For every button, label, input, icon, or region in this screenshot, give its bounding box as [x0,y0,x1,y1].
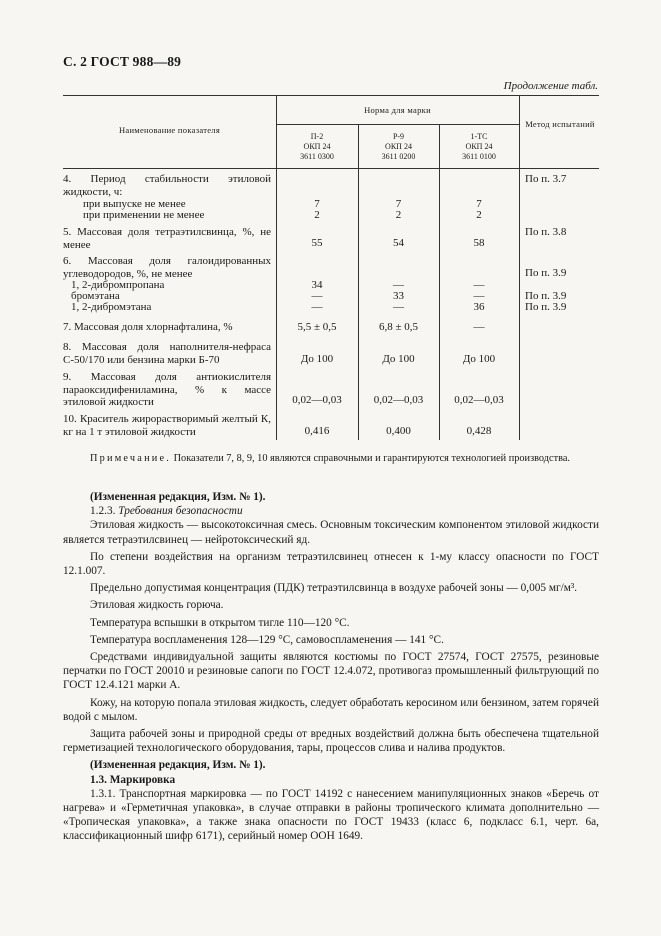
row-6-sub2-1ts: — [473,290,485,302]
row-8-r9: До 100 [382,353,415,365]
norm-header-divider [276,124,519,125]
row-7-r9: 6,8 ± 0,5 [378,321,419,333]
row-4-method: По п. 3.7 [525,173,567,185]
row-6-method: По п. 3.9 [525,267,567,279]
section-1-2-3-heading: 1.2.3. Требования безопасности [90,505,243,518]
row-4-sub1-1ts: 7 [476,198,482,210]
paragraph: Температура воспламенения 128—129 °С, самовоспламенения — 141 °С. [90,633,444,646]
row-9-p2: 0,02—0,03 [292,394,342,406]
grade-r9-header: Р-9 ОКП 24 3611 0200 [381,132,416,161]
row-8-1ts: До 100 [462,353,496,365]
row-5-r9: 54 [393,237,404,249]
row-4-sub1-r9: 7 [395,198,402,210]
row-6-name: 6. Массовая доля галоидированных углеводородов, %, не менее [63,255,271,280]
row-5-name: 5. Массовая доля тетраэтилсвинца, %, не менее [63,226,271,251]
row-10-p2: 0,416 [304,425,330,437]
paragraph: Средствами индивидуальной защиты являются костюмы по ГОСТ 27574, ГОСТ 27575, резиновые перчатки по ГОСТ 20010 и резиновые сапоги по ГОСТ 12.4.072, противогаз промышленный фильтрующий по ГОСТ 12.4.121 марки А. [63,651,599,692]
row-4-sub2-1ts: 2 [476,209,482,221]
header-method: Метод испытаний [525,119,595,129]
row-5-method: По п. 3.8 [525,226,567,238]
header-indicator-name: Наименование показателя [118,125,221,135]
paragraph: Этиловая жидкость горюча. [90,599,224,612]
row-8-name: 8. Массовая доля наполнителя-нефраса С-50/170 или бензина марки Б-70 [63,341,271,366]
header-norm: Норма для марки [364,105,431,115]
row-7-name: 7. Массовая доля хлорнафталина, % [63,321,233,333]
paragraph: Этиловая жидкость — высокотоксичная смесь. Основным токсическим компонентом этиловой жидкости является тетраэтилсвинец — нейротоксический яд. [63,519,599,546]
edit-note-1: (Измененная редакция, Изм. № 1). [90,491,266,503]
table-note: Примечание. Показатели 7, 8, 9, 10 являются справочными и гарантируются технологией производства. [90,453,570,464]
row-7-1ts: — [473,321,485,333]
row-6-sub3-1ts: 36 [473,301,485,313]
paragraph: Защита рабочей зоны и природной среды от вредных воздействий должна быть обеспечена тщательной герметизацией технологического оборудования, тары, процессов слива и налива продуктов. [63,728,599,755]
row-6-sub3-p2: — [311,301,323,313]
row-6-sub3-r9: — [393,301,404,313]
row-4-sub2-r9: 2 [395,209,402,221]
paragraph: Температура вспышки в открытом тигле 110—120 °С. [90,616,350,629]
paragraph-1-3-1: 1.3.1. Транспортная маркировка — по ГОСТ 14192 с нанесением манипуляционных знаков «Беречь от нагрева» и «Герметичная упаковка», в случае отправки в районы тропического климата дополнительно — «Тропическая упаковка», а также знака опасности по ГОСТ 19433 (класс 6, подкласс 6.1, черт. 6а, классификационный шифр 6171), серийный номер ООН 1649. [63,787,599,843]
row-4-name: 4. Период стабильности этиловой жидкости, ч: [63,173,271,198]
row-9-1ts: 0,02—0,03 [454,394,504,406]
section-1-3-heading: 1.3. Маркировка [90,773,176,786]
row-6-sub1-name: 1, 2-дибромпропана [71,279,165,291]
row-6-sub1-r9: — [393,279,404,291]
row-8-p2: До 100 [300,353,334,365]
table-continuation-label: Продолжение табл. [503,80,598,92]
edit-note-2: (Измененная редакция, Изм. № 1). [90,759,266,772]
row-4-sub2-p2: 2 [314,209,320,221]
paragraph: По степени воздействия на организм тетраэтилсвинец отнесен к 1-му классу опасности по ГОСТ 12.1.007. [63,550,599,578]
row-6-sub2-name: бромэтана [71,290,120,302]
body-text [63,490,599,844]
row-5-p2: 55 [311,237,323,249]
row-6-sub1-p2: 34 [311,279,323,291]
row-6-sub3-method: По п. 3.9 [525,301,567,313]
page-header: С. 2 ГОСТ 988—89 [63,54,182,69]
row-5-1ts: 58 [473,237,485,249]
row-10-r9: 0,400 [386,425,411,437]
grade-p2-header: П-2 ОКП 24 3611 0300 [300,132,334,161]
paragraph: Предельно допустимая концентрация (ПДК) тетраэтилсвинца в воздухе рабочей зоны — 0,005 мг/м³. [90,582,578,595]
col-divider-4 [519,95,520,440]
row-6-sub3-name: 1, 2-дибромэтана [71,301,152,313]
row-10-name: 10. Краситель жирорастворимый желтый К, кг на 1 т этиловой жидкости [63,413,271,438]
row-4-sub2-name: при применении не менее [83,209,205,221]
row-4-sub1-p2: 7 [314,198,320,210]
row-7-p2: 5,5 ± 0,5 [297,321,337,333]
row-6-sub2-p2: — [311,290,323,302]
row-9-r9: 0,02—0,03 [373,394,424,406]
row-4-sub1-name: при выпуске не менее [83,198,186,210]
row-6-sub2-method: По п. 3.9 [525,290,567,302]
row-10-1ts: 0,428 [466,425,492,437]
grade-1ts-header: 1-ТС ОКП 24 3611 0100 [462,132,496,161]
properties-table [63,95,599,440]
row-6-sub2-r9: 33 [393,290,404,302]
row-6-sub1-1ts: — [473,279,485,291]
paragraph: Кожу, на которую попала этиловая жидкость, следует обработать керосином или бензином, затем горячей водой с мылом. [63,696,599,723]
row-9-name: 9. Массовая доля антиокислителя параоксидифениламина, % к массе этиловой жидкости [63,371,271,408]
